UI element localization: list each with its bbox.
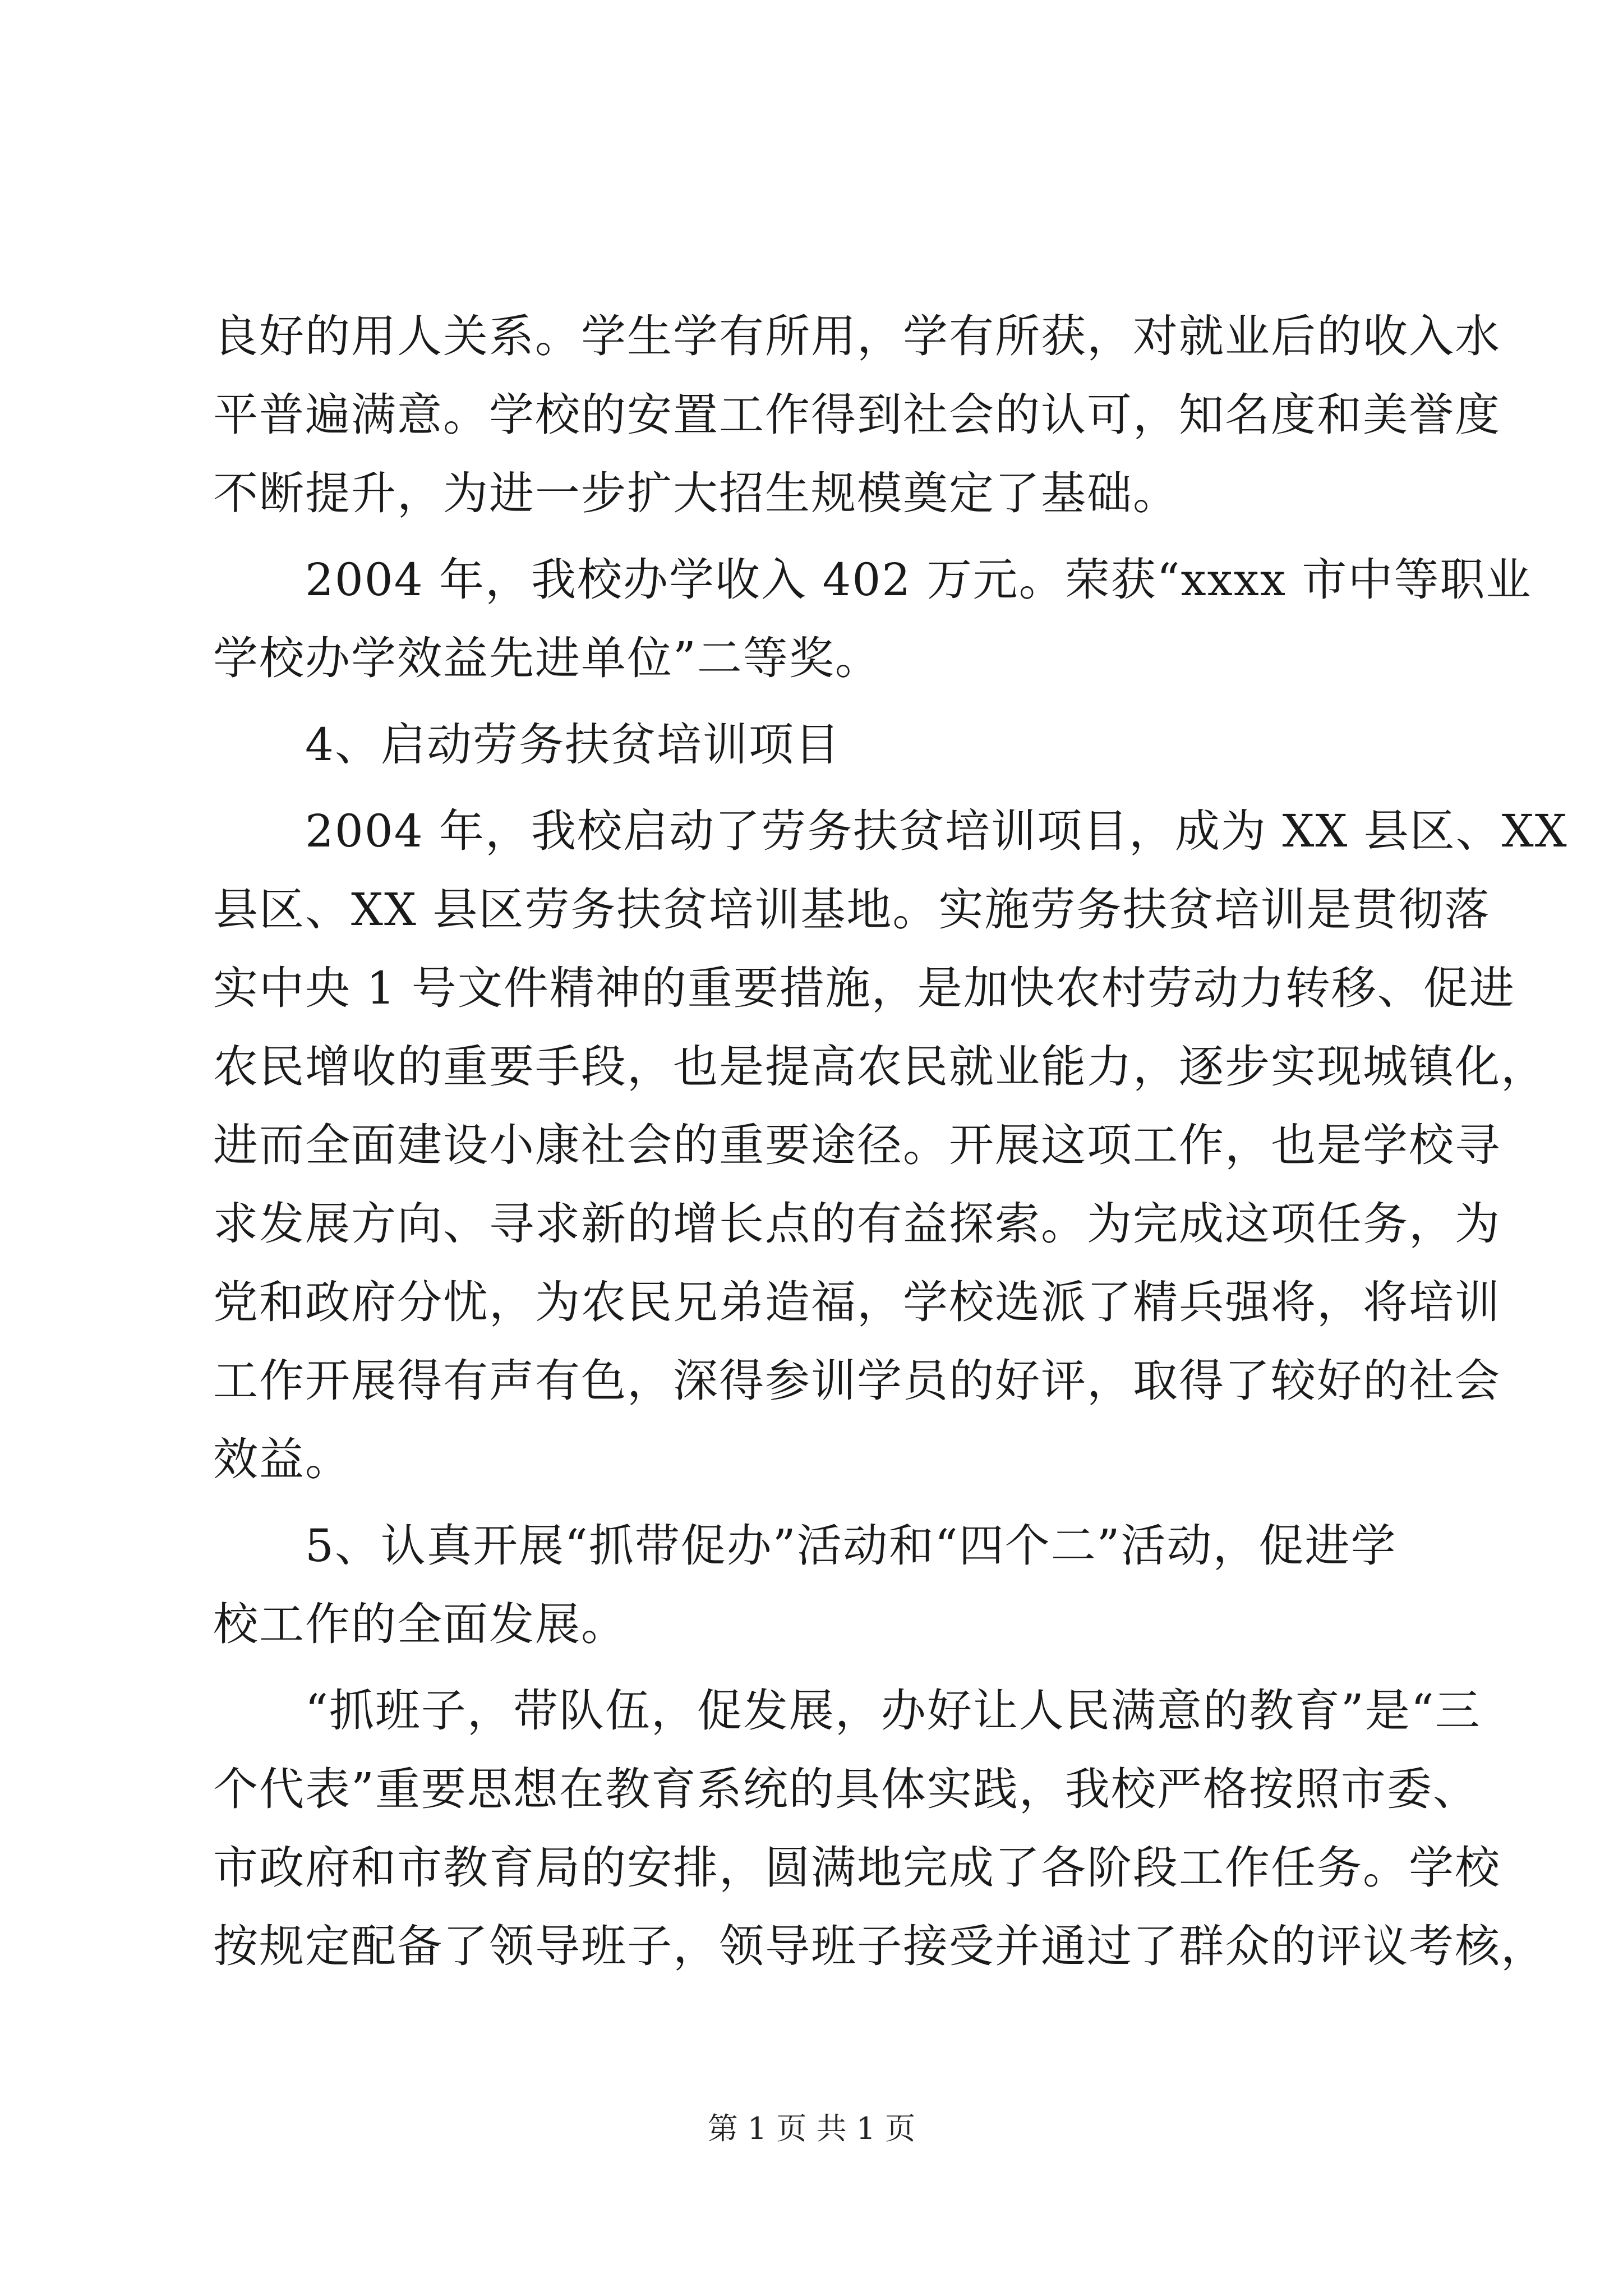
text-line: 校工作的全面发展。 — [213, 1598, 627, 1650]
document-body — [213, 297, 1568, 1986]
text-line: 工作开展得有声有色，深得参训学员的好评，取得了较好的社会 — [213, 1355, 1501, 1407]
text-line: 个代表”重要思想在教育系统的具体实践，我校严格按照市委、 — [213, 1763, 1479, 1815]
text-line: 县区、XX 县区劳务扶贫培训基地。实施劳务扶贫培训是贯彻落 — [213, 884, 1491, 936]
page-footer — [0, 2109, 1623, 2148]
section-heading: 5、认真开展“抓带促办”活动和“四个二”活动，促进学 — [213, 1520, 1397, 1572]
text-line: 2004 年，我校办学收入 402 万元。荣获“xxxx 市中等职业 — [213, 554, 1532, 606]
text-line: 实中央 1 号文件精神的重要措施，是加快农村劳动力转移、促进 — [213, 962, 1515, 1014]
text-line: 学校办学效益先进单位”二等奖。 — [213, 632, 881, 684]
text-line: 2004 年，我校启动了劳务扶贫培训项目，成为 XX 县区、XX — [213, 805, 1568, 857]
text-line: 良好的用人关系。学生学有所用，学有所获，对就业后的收入水 — [213, 310, 1501, 362]
text-line: 效益。 — [213, 1433, 351, 1485]
text-line: “抓班子，带队伍，促发展，办好让人民满意的教育”是“三 — [213, 1685, 1481, 1737]
page-number-label: 第 1 页 共 1 页 — [707, 2111, 916, 2146]
section-heading: 4、启动劳务扶贫培训项目 — [213, 719, 841, 771]
text-line: 市政府和市教育局的安排，圆满地完成了各阶段工作任务。学校 — [213, 1842, 1501, 1894]
text-line: 求发展方向、寻求新的增长点的有益探索。为完成这项任务，为 — [213, 1198, 1501, 1250]
text-line: 农民增收的重要手段，也是提高农民就业能力，逐步实现城镇化， — [213, 1041, 1547, 1093]
text-line: 平普遍满意。学校的安置工作得到社会的认可，知名度和美誉度 — [213, 389, 1501, 441]
text-line: 按规定配备了领导班子，领导班子接受并通过了群众的评议考核， — [213, 1920, 1547, 1972]
text-line: 党和政府分忧，为农民兄弟造福，学校选派了精兵强将，将培训 — [213, 1276, 1501, 1328]
text-line: 不断提升，为进一步扩大招生规模奠定了基础。 — [213, 467, 1179, 519]
text-line: 进而全面建设小康社会的重要途径。开展这项工作，也是学校寻 — [213, 1119, 1501, 1171]
